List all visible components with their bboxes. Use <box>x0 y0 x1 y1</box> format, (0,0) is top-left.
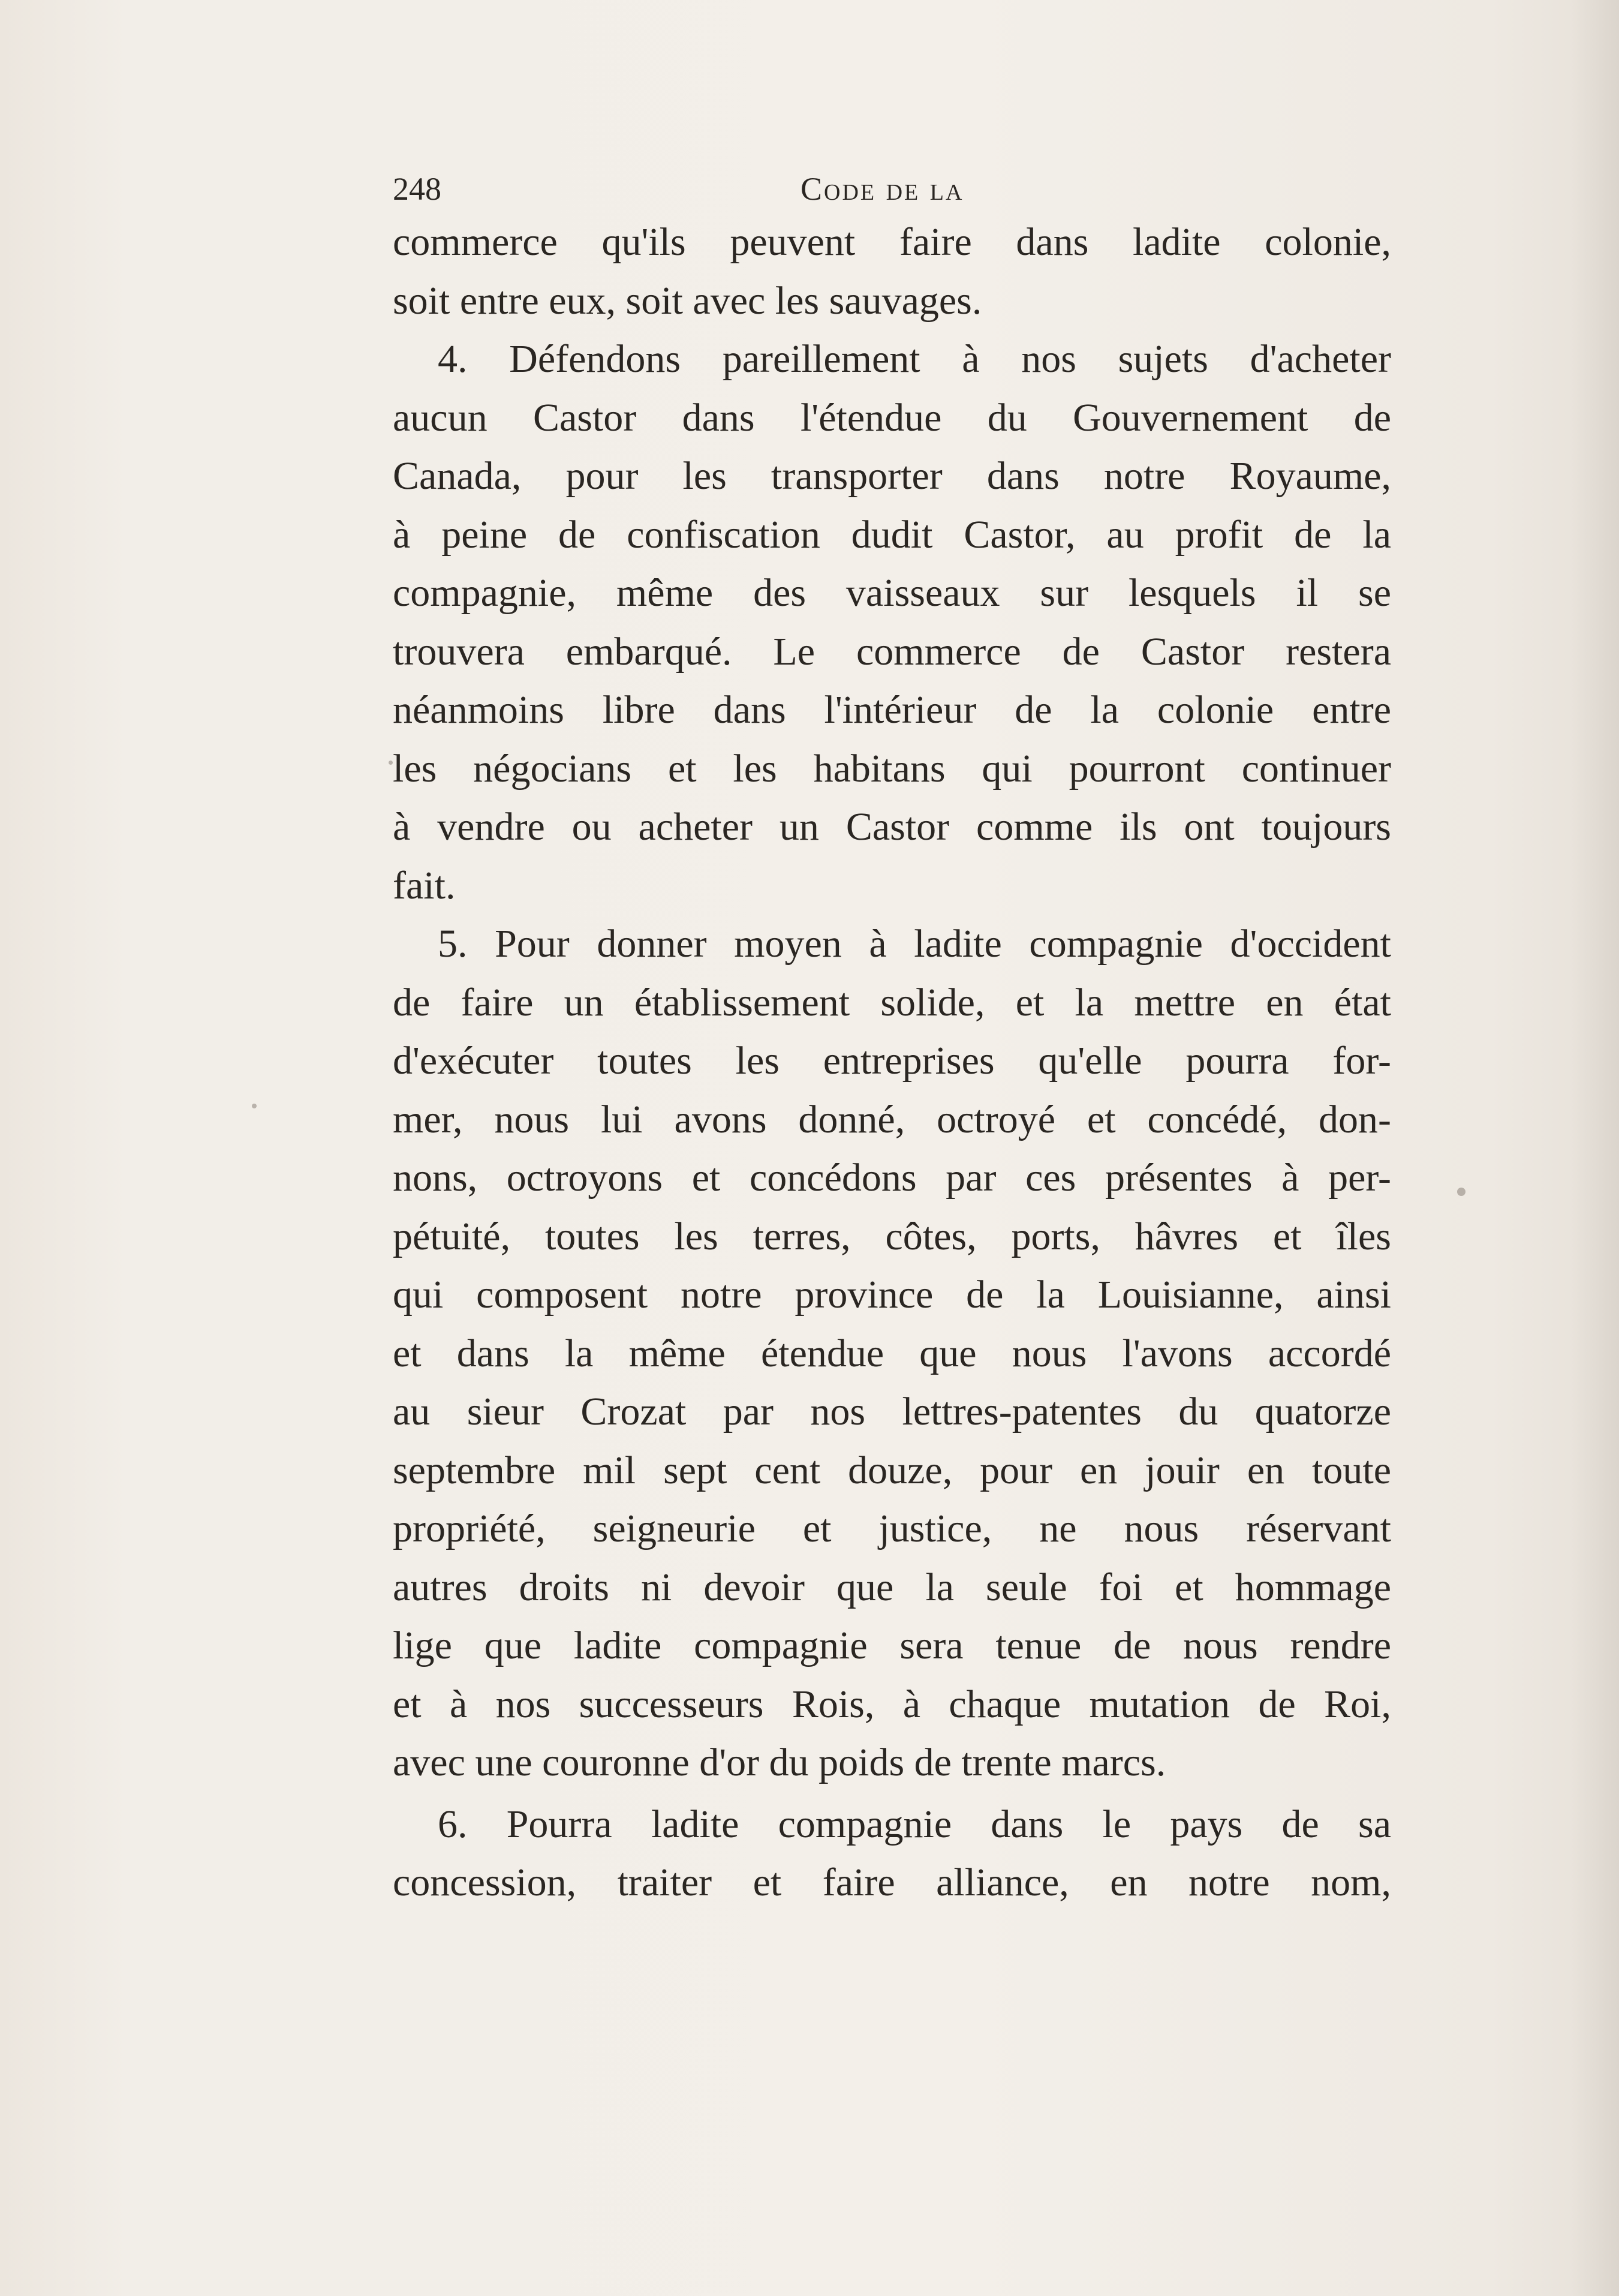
text-line: aucun Castor dans l'étendue du Gouvernement de <box>393 395 1391 440</box>
text-line: néanmoins libre dans l'intérieur de la colonie entre <box>393 688 1391 732</box>
paper-speck <box>1457 1188 1465 1196</box>
text-line: 5. Pour donner moyen à ladite compagnie d'occident <box>438 922 1391 966</box>
text-line: fait. <box>393 863 456 907</box>
text-line: 6. Pourra ladite compagnie dans le pays de sa <box>438 1802 1391 1846</box>
text-line: de faire un établissement solide, et la mettre en état <box>393 980 1391 1024</box>
text-line: à peine de confiscation dudit Castor, au profit de la <box>393 512 1391 557</box>
text-line: et à nos successeurs Rois, à chaque mutation de Roi, <box>393 1682 1391 1726</box>
running-head: Code de la <box>801 171 964 207</box>
text-line: commerce qu'ils peuvent faire dans ladite colonie, <box>393 220 1391 264</box>
text-line: au sieur Crozat par nos lettres-patentes du quatorze <box>393 1390 1391 1434</box>
text-line: pétuité, toutes les terres, côtes, ports, hâvres et îles <box>393 1214 1391 1258</box>
page-edge-shadow <box>1571 0 1619 2296</box>
text-line: compagnie, même des vaisseaux sur lesquels il se <box>393 571 1391 615</box>
page-number: 248 <box>393 171 441 207</box>
text-line: les négocians et les habitans qui pourront continuer <box>393 746 1391 791</box>
text-line: et dans la même étendue que nous l'avons accordé <box>393 1331 1391 1375</box>
paper-speck <box>252 1104 257 1108</box>
text-line: d'exécuter toutes les entreprises qu'elle pourra for- <box>393 1039 1391 1083</box>
text-line: nons, octroyons et concédons par ces présentes à per- <box>393 1156 1391 1200</box>
text-line: qui composent notre province de la Louisianne, ainsi <box>393 1273 1391 1317</box>
text-line: autres droits ni devoir que la seule foi et hommage <box>393 1565 1391 1609</box>
text-line: propriété, seigneurie et justice, ne nous réservant <box>393 1507 1391 1550</box>
body-text <box>393 213 1391 1912</box>
text-line: mer, nous lui avons donné, octroyé et concédé, don- <box>393 1097 1391 1141</box>
text-line: Canada, pour les transporter dans notre Royaume, <box>393 454 1391 498</box>
text-line: avec une couronne d'or du poids de trente marcs. <box>393 1741 1166 1784</box>
text-line: soit entre eux, soit avec les sauvages. <box>393 278 982 323</box>
page-header <box>393 168 1388 210</box>
text-line: trouvera embarqué. Le commerce de Castor restera <box>393 629 1391 674</box>
text-line: 4. Défendons pareillement à nos sujets d'acheter <box>438 337 1391 381</box>
text-line: lige que ladite compagnie sera tenue de nous rendre <box>393 1624 1391 1667</box>
text-line: septembre mil sept cent douze, pour en jouir en toute <box>393 1448 1391 1492</box>
paper-speck <box>389 761 393 765</box>
text-line: à vendre ou acheter un Castor comme ils ont toujours <box>393 805 1391 849</box>
text-line: concession, traiter et faire alliance, en notre nom, <box>393 1861 1391 1904</box>
